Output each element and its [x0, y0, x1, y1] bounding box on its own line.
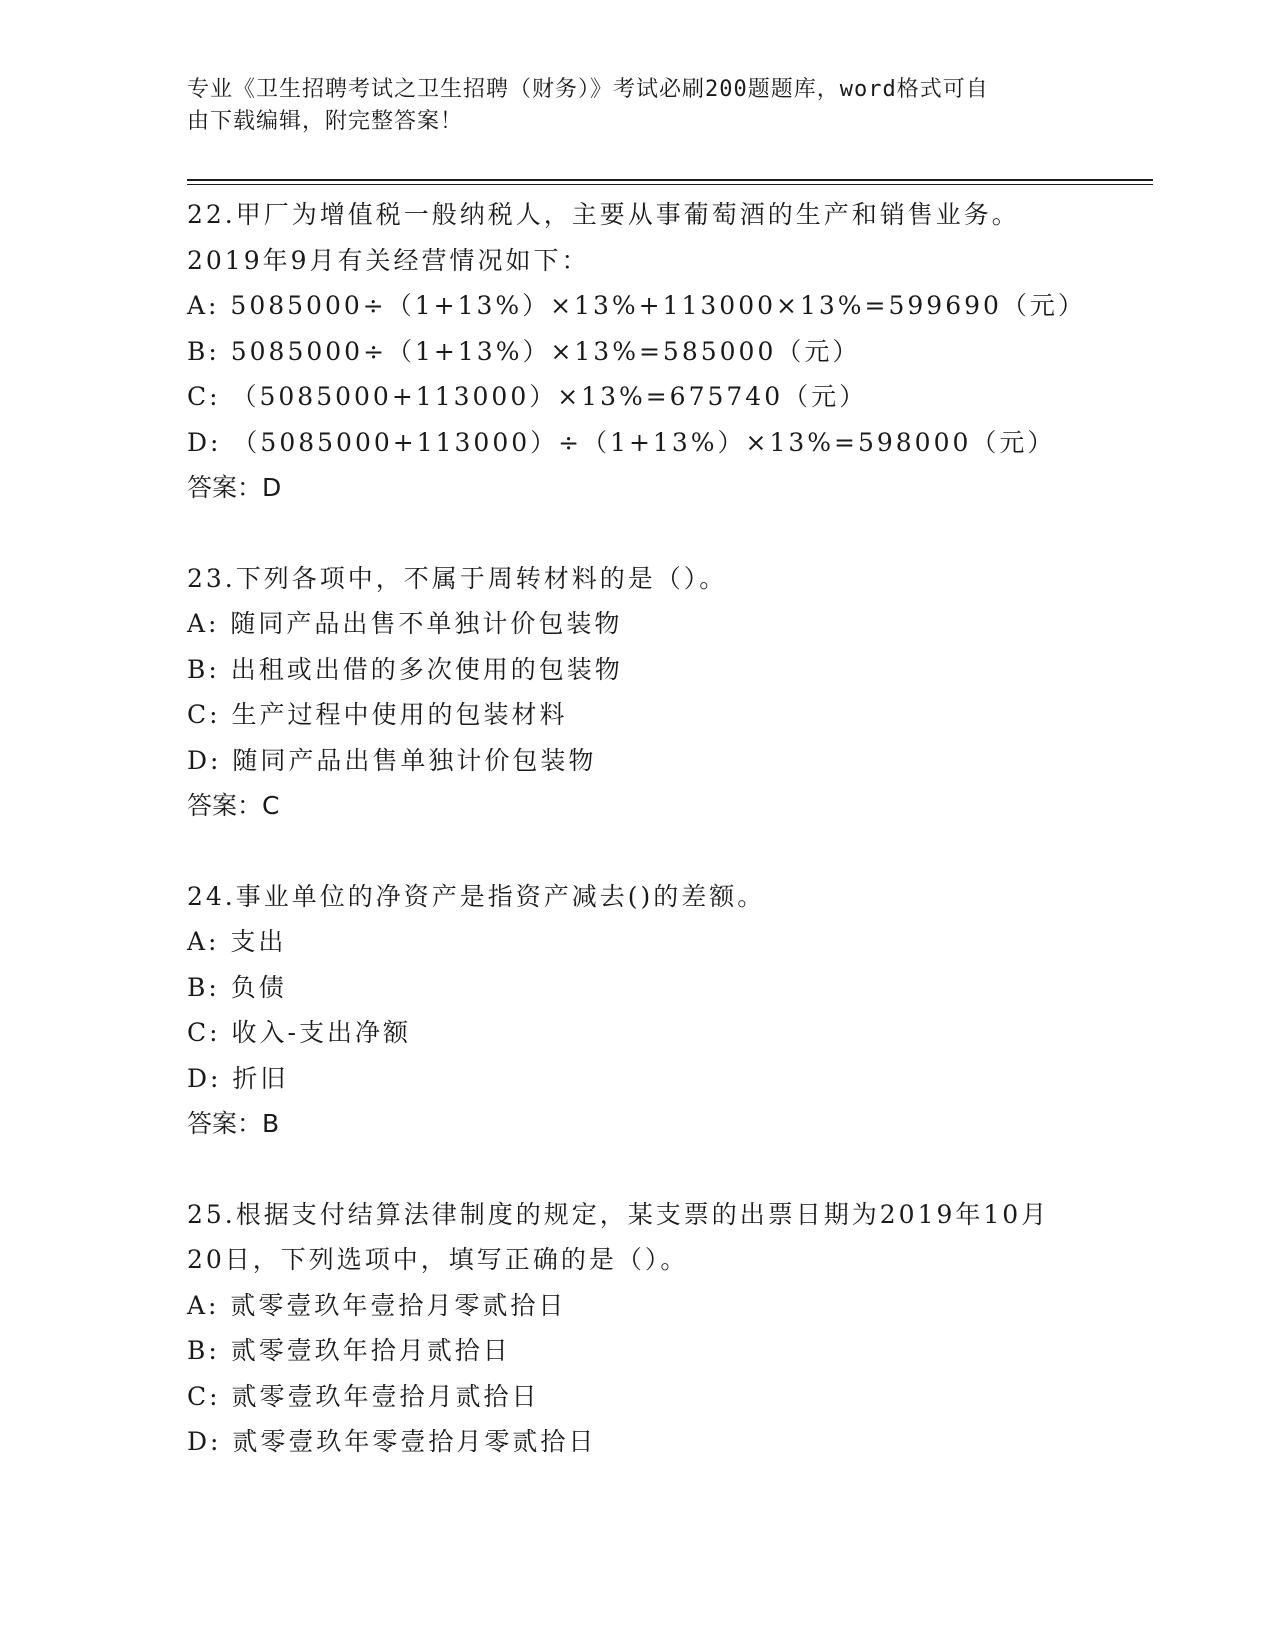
question-stem-line: 20日，下列选项中，填写正确的是（）。 — [187, 1245, 689, 1274]
option-c: C: 收入-支出净额 — [187, 1018, 411, 1047]
option-a: A: 随同产品出售不单独计价包装物 — [187, 609, 623, 638]
question-25 — [187, 1192, 1087, 1465]
option-c: C: 生产过程中使用的包装材料 — [187, 700, 568, 729]
question-list — [187, 192, 1087, 1510]
question-stem-line: 23.下列各项中，不属于周转材料的是（）。 — [187, 563, 728, 593]
answer: 答案：C — [187, 791, 280, 820]
option-a: A: 贰零壹玖年壹拾月零贰拾日 — [187, 1290, 567, 1320]
option-d: D: 随同产品出售单独计价包装物 — [187, 745, 597, 775]
option-c: C: 贰零壹玖年壹拾月贰拾日 — [187, 1381, 540, 1411]
question-22 — [187, 192, 1087, 511]
question-stem-line: 24.事业单位的净资产是指资产减去()的差额。 — [187, 881, 766, 911]
header-line-2: 由下载编辑，附完整答案！ — [187, 109, 464, 134]
header-rule-thick — [187, 179, 1153, 181]
question-stem-line: 25.根据支付结算法律制度的规定，某支票的出票日期为2019年10月 — [187, 1199, 1050, 1229]
option-d: D: 贰零壹玖年零壹拾月零贰拾日 — [187, 1427, 597, 1456]
answer: 答案：D — [187, 473, 282, 502]
option-b: B: 负债 — [187, 972, 287, 1002]
option-c: C: （5085000+113000）×13%=675740（元） — [187, 382, 868, 411]
question-24 — [187, 874, 1087, 1147]
header-rule-thin — [187, 184, 1153, 185]
question-stem-line: 22.甲厂为增值税一般纳税人，主要从事葡萄酒的生产和销售业务。 — [187, 200, 1020, 229]
question-stem-line: 2019年9月有关经营情况如下： — [187, 245, 590, 275]
header-line-1: 专业《卫生招聘考试之卫生招聘（财务）》考试必刷200题题库，word格式可自 — [187, 77, 989, 102]
option-a: A: 支出 — [187, 927, 287, 956]
answer: 答案：B — [187, 1109, 280, 1138]
option-d: D: 折旧 — [187, 1063, 289, 1093]
option-b: B: 5085000÷（1+13%）×13%=585000（元） — [187, 336, 861, 366]
option-b: B: 贰零壹玖年拾月贰拾日 — [187, 1336, 511, 1365]
option-b: B: 出租或出借的多次使用的包装物 — [187, 654, 623, 684]
option-d: D: （5085000+113000）÷（1+13%）×13%=598000（元） — [187, 427, 1056, 457]
document-header — [187, 74, 1067, 138]
option-a: A: 5085000÷（1+13%）×13%+113000×13%=599690（元） — [187, 291, 1086, 320]
question-23 — [187, 556, 1087, 829]
